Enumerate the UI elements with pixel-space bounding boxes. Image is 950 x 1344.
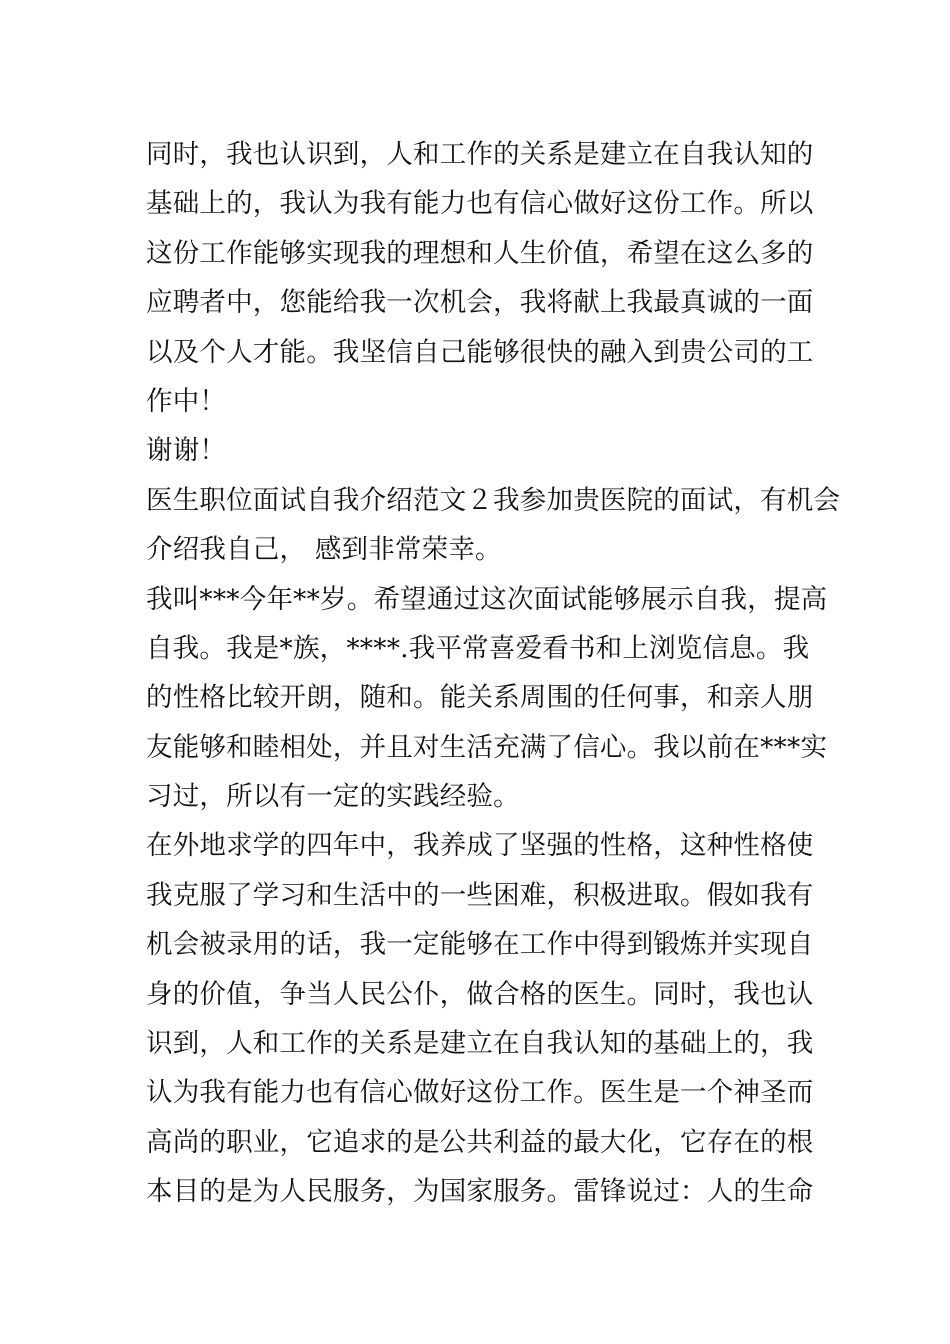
text-line: 的性格比较开朗，随和。能关系周围的任何事，和亲人朋 <box>146 682 814 714</box>
text-line: 基础上的，我认为我有能力也有信心做好这份工作。所以 <box>146 188 814 220</box>
text-line: 谢谢！ <box>146 435 227 467</box>
text-line: 高尚的职业，它追求的是公共利益的最大化，它存在的根 <box>146 1126 814 1158</box>
text-line: 医生职位面试自我介绍范文２我参加贵医院的面试，有机会 <box>146 484 841 516</box>
text-line: 这份工作能够实现我的理想和人生价值，希望在这么多的 <box>146 237 814 269</box>
text-line: 自我。我是*族，****.我平常喜爱看书和上浏览信息。我 <box>146 632 810 664</box>
text-line: 以及个人才能。我坚信自己能够很快的融入到贵公司的工 <box>146 336 814 368</box>
text-line: 在外地求学的四年中，我养成了坚强的性格，这种性格使 <box>146 830 814 862</box>
text-line: 本目的是为人民服务，为国家服务。雷锋说过：人的生命 <box>146 1176 814 1208</box>
text-line: 介绍我自己， 感到非常荣幸。 <box>146 534 502 566</box>
text-line: 我叫***今年**岁。希望通过这次面试能够展示自我，提高 <box>146 583 828 615</box>
text-line: 作中！ <box>146 385 227 417</box>
body-text <box>146 130 841 1217</box>
text-line: 同时，我也认识到，人和工作的关系是建立在自我认知的 <box>146 139 814 170</box>
text-line: 我克服了学习和生活中的一些困难，积极进取。假如我有 <box>146 879 814 911</box>
text-line: 识到，人和工作的关系是建立在自我认知的基础上的，我 <box>146 1028 814 1060</box>
text-line: 机会被录用的话，我一定能够在工作中得到锻炼并实现自 <box>146 929 814 961</box>
text-line: 应聘者中，您能给我一次机会，我将献上我最真诚的一面 <box>146 287 814 319</box>
text-line: 身的价值，争当人民公仆，做合格的医生。同时，我也认 <box>146 978 814 1010</box>
text-line: 友能够和睦相处，并且对生活充满了信心。我以前在***实 <box>146 731 828 763</box>
text-line: 认为我有能力也有信心做好这份工作。医生是一个神圣而 <box>146 1077 814 1109</box>
text-line: 习过，所以有一定的实践经验。 <box>146 781 520 813</box>
